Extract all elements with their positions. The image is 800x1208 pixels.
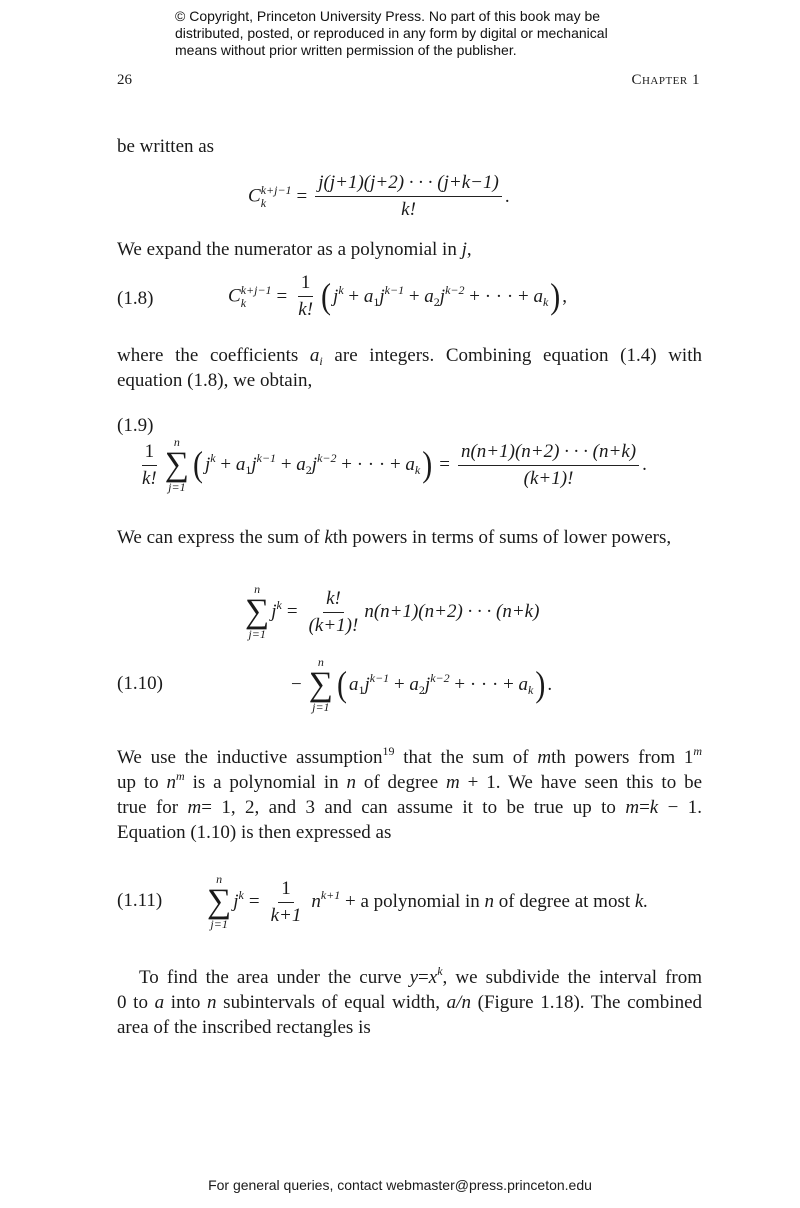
math-token: k: [338, 282, 344, 297]
math-token: n: [254, 582, 261, 596]
math-token: j: [379, 285, 385, 307]
math-token: n: [207, 992, 217, 1013]
math-var: j: [461, 239, 467, 260]
math-token: (k+1)!: [523, 467, 574, 489]
math-token: 2: [305, 463, 312, 477]
paragraph-line: be written as: [117, 136, 215, 157]
paragraph-line: [117, 343, 702, 368]
math-token: − 1.: [667, 797, 703, 818]
equation-label: (1.11): [117, 890, 163, 911]
math-token: m: [625, 797, 640, 818]
math-glyph: [241, 284, 272, 310]
math-token: + · · · +: [454, 674, 514, 695]
right-paren: ): [535, 664, 546, 705]
math-token: n: [216, 872, 223, 886]
left-paren: (: [193, 444, 204, 485]
math-token: k!: [323, 588, 344, 613]
math-token: 1: [245, 463, 252, 477]
equation-1-11: [205, 873, 648, 931]
copyright-line-3: means without prior written permission of the publisher.: [175, 42, 517, 58]
paragraph-line: equation (1.8), we obtain,: [117, 370, 313, 391]
math-token: 0 to: [117, 992, 155, 1013]
math-token: .: [547, 674, 553, 695]
equation-label: (1.10): [117, 673, 163, 694]
math-token: a: [533, 285, 543, 307]
math-token: th powers in terms of sums of lower powers,: [332, 527, 672, 548]
math-token: 1: [373, 294, 380, 309]
math-token: of degree at most: [498, 891, 631, 912]
math-token: n(n+1)(n+2) · · · (n+k): [364, 601, 540, 622]
polynomial: [333, 282, 549, 309]
math-token: n: [346, 772, 356, 793]
math-token: are integers. Combining equation (1.4) with: [322, 345, 702, 366]
equation-label: (1.8): [117, 288, 154, 309]
math-token: a: [518, 674, 529, 695]
math-token: +: [408, 285, 420, 307]
math-token: j=1: [248, 627, 266, 641]
math-token: up to: [117, 772, 167, 793]
denominator: k!: [298, 299, 314, 320]
math-token: k: [528, 683, 534, 697]
math-token: (k+1)!: [308, 614, 359, 636]
math-token: n: [317, 655, 324, 669]
math-token: + · · · +: [469, 285, 529, 307]
equation-1-10-line-2: [286, 656, 552, 714]
math-token: To find the area under the curve: [139, 967, 410, 988]
equals-sign: =: [276, 285, 288, 307]
math-token: a: [154, 992, 165, 1013]
math-token: a: [363, 285, 374, 307]
math-token: of degree: [355, 772, 447, 793]
math-token: +: [393, 674, 405, 695]
math-token: n(n+1)(n+2) · · · (n+k): [458, 441, 639, 466]
math-token: m: [693, 744, 702, 758]
left-paren: (: [336, 664, 347, 705]
math-token: where the coefficients: [117, 345, 310, 366]
left-paren: (: [321, 276, 332, 316]
math-token: a: [235, 454, 246, 475]
math-token: + a polynomial in: [345, 891, 480, 912]
math-glyph: ∑: [164, 446, 190, 483]
math-token: j: [311, 454, 318, 475]
math-glyph: [311, 888, 341, 913]
math-token: a: [424, 285, 434, 307]
paragraph-line: Equation (1.10) is then expressed as: [117, 822, 392, 843]
paragraph-line: [117, 795, 702, 820]
math-token: k: [437, 964, 443, 978]
math-token: We can express the sum of: [117, 527, 325, 548]
paragraph-line: [117, 525, 671, 550]
math-token: m: [446, 772, 460, 793]
math-token: k−2: [445, 282, 465, 297]
equation-binomial: [248, 172, 510, 221]
subscript: k: [240, 295, 247, 310]
math-token: k: [276, 598, 282, 612]
math-token: k+1: [320, 888, 341, 902]
math-token: k−2: [430, 671, 450, 685]
math-token: =: [286, 601, 298, 622]
math-token: is a polynomial in: [184, 772, 347, 793]
equation-1-9: [136, 436, 647, 494]
math-token: a: [309, 345, 320, 366]
math-token: 2: [418, 683, 425, 697]
equals-sign: =: [439, 454, 450, 475]
math-token: k−2: [317, 451, 337, 465]
math-token: 2: [433, 294, 440, 309]
math-glyph: ∑: [308, 666, 333, 703]
math-token: +: [280, 454, 292, 475]
math-token: k: [210, 451, 216, 465]
numerator: j(j+1)(j+2) · · · (j+k−1): [315, 172, 502, 197]
math-token: y: [409, 967, 419, 988]
paragraph-line: [117, 237, 472, 262]
polynomial: [348, 671, 534, 697]
math-token: j=1: [210, 917, 228, 931]
page-number: 26: [117, 72, 132, 88]
math-token: =: [418, 967, 429, 988]
copyright-line-1: © Copyright, Princeton University Press. No part of this book may be: [175, 8, 601, 24]
superscript: k+j−1: [260, 182, 292, 197]
math-token: m: [537, 747, 552, 768]
punctuation: .: [504, 185, 510, 207]
numerator: 1: [298, 272, 314, 297]
math-token: 1: [358, 683, 365, 697]
math-token: j: [233, 891, 239, 912]
math-token: + 1. We have seen this to be: [467, 772, 702, 793]
right-paren: ): [550, 276, 561, 316]
denominator: k!: [401, 199, 416, 220]
paragraph-line: area of the inscribed rectangles is: [117, 1017, 371, 1038]
summation-sign: [245, 583, 269, 641]
math-token: m: [176, 769, 185, 783]
math-token: n: [173, 435, 180, 449]
fraction: [139, 441, 160, 490]
chapter-heading: Chapter 1: [631, 72, 700, 88]
math-token: (Figure 1.18). The combined: [470, 992, 702, 1013]
math-token: .: [642, 454, 647, 475]
math-token: +: [348, 285, 360, 307]
math-token: We use the inductive assumption: [117, 747, 383, 768]
paragraph-line: [139, 965, 702, 990]
math-token: into: [164, 992, 208, 1013]
paragraph-line: [117, 745, 702, 770]
equation-1-10-line-1: [243, 583, 539, 641]
math-token: −: [291, 674, 302, 695]
math-token: k−1: [384, 282, 405, 297]
footnote-ref[interactable]: 19: [382, 744, 395, 758]
math-token: true for: [117, 797, 188, 818]
math-token: j=1: [168, 480, 186, 494]
math-token: 1: [278, 878, 294, 903]
equation-label: (1.9): [117, 415, 154, 436]
punctuation: ,: [562, 285, 568, 307]
math-token: a: [409, 674, 419, 695]
copyright-line-2: distributed, posted, or reproduced in any form by digital or mechanical: [175, 25, 608, 41]
math-token: a: [348, 674, 359, 695]
math-glyph: i: [319, 354, 323, 368]
math-token: k: [238, 888, 244, 902]
math-glyph: [271, 598, 282, 623]
math-token: j: [424, 674, 431, 695]
math-token: th powers from 1: [551, 747, 694, 768]
math-token: j=1: [312, 700, 330, 714]
fraction: [306, 588, 362, 637]
summation-sign: [309, 656, 333, 714]
math-token: subintervals of equal width,: [216, 992, 447, 1013]
fraction: [268, 878, 305, 927]
math-token: , we subdivide the interval from: [442, 967, 703, 988]
math-token: k: [324, 527, 333, 548]
summation-sign: [207, 873, 231, 931]
polynomial: [205, 451, 421, 477]
math-token: 1: [142, 441, 158, 466]
math-token: k+1: [270, 904, 302, 926]
math-token: that the sum of: [394, 747, 538, 768]
right-paren: ): [422, 444, 433, 485]
equation-1-8: [228, 272, 567, 321]
math-token: +: [220, 454, 232, 475]
subscript: k: [260, 195, 267, 210]
math-token: j: [364, 674, 370, 695]
math-token: n: [484, 891, 495, 912]
math-token: j: [271, 601, 277, 622]
fraction: [458, 441, 639, 490]
math-token: j: [205, 454, 211, 475]
math-glyph: [228, 284, 272, 310]
math-token: j: [251, 454, 257, 475]
math-token: x: [428, 967, 438, 988]
math-token: n: [311, 891, 321, 912]
math-token: j: [333, 285, 339, 307]
footer-contact: For general queries, contact webmaster@press.princeton.edu: [208, 1177, 592, 1193]
math-token: k−1: [369, 671, 390, 685]
math-token: a: [405, 454, 415, 475]
math-token: a: [296, 454, 306, 475]
text: We expand the numerator as a polynomial in: [117, 239, 462, 260]
superscript: k+j−1: [240, 282, 272, 297]
math-token: =: [248, 891, 260, 912]
math-token: k: [649, 797, 659, 818]
math-glyph: [248, 184, 292, 210]
equals-sign: =: [296, 185, 308, 207]
text: ,: [466, 239, 472, 260]
fraction: [315, 172, 502, 221]
math-token: k−1: [256, 451, 277, 465]
math-token: + · · · +: [341, 454, 401, 475]
math-glyph: [233, 888, 244, 913]
math-glyph: [261, 184, 292, 210]
math-glyph: ∑: [245, 593, 270, 630]
math-token: j: [439, 285, 446, 307]
paragraph-line: [117, 770, 702, 795]
math-symbol: C: [248, 184, 261, 206]
summation-sign: [165, 436, 189, 494]
math-glyph: ∑: [207, 883, 232, 920]
math-token: m: [187, 797, 202, 818]
math-token: n: [166, 772, 177, 793]
math-symbol: C: [228, 284, 241, 306]
math-token: k: [542, 294, 549, 309]
math-token: a/n: [446, 992, 471, 1013]
math-token: k: [414, 463, 421, 477]
fraction: [295, 272, 316, 321]
math-token: k.: [634, 891, 649, 912]
math-token: k!: [142, 467, 157, 489]
math-token: = 1, 2, and 3 and can assume it to be true up to: [201, 797, 626, 818]
math-token: =: [639, 797, 650, 818]
paragraph-line: [117, 990, 702, 1015]
